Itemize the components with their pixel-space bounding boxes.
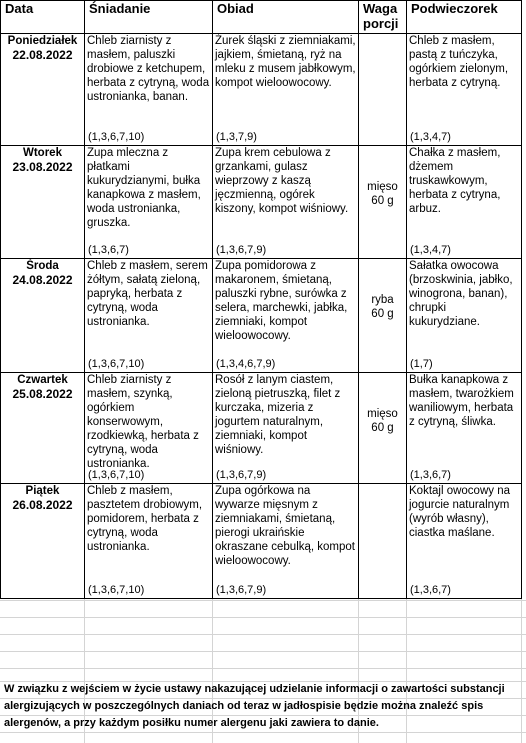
allergen-codes: (1,3,4,7) [410,244,451,256]
meal-text: Chałka z masłem, dżemem truskawkowym, herbata z cytryna, arbuz. [409,147,501,215]
portion-type: mięso [367,181,398,193]
meal-text: Chleb z masłem, pastą z tuńczyka, ogórkiem zielonym, herbata z cytryną. [409,35,509,89]
sniadanie-cell[interactable] [85,373,213,484]
podwieczorek-cell[interactable] [407,259,522,373]
grid-row-line [0,732,526,733]
day-date: 25.08.2022 [12,387,73,401]
day-date: 22.08.2022 [12,48,73,62]
podwieczorek-cell[interactable] [407,373,522,484]
day-cell[interactable] [1,259,85,373]
day-name: Środa [26,260,59,272]
day-name: Piątek [25,485,60,497]
grid-row-line [0,668,526,669]
day-name: Poniedziałek [7,35,78,47]
table-row [1,259,522,373]
allergen-codes: (1,3,6,7) [410,584,451,596]
meal-text: Chleb z masłem, serem żółtym, sałatą zieloną, papryką, herbata z cytryną, woda ustronianka. [87,260,208,328]
allergen-codes: (1,3,4,6,7,9) [216,358,276,370]
meal-text: Rosół z lanym ciastem, zieloną pietruszką, filet z kurczaka, mizeria z jogurtem naturalnym, ziemniaki, kompot wiśniowy. [215,374,341,456]
podwieczorek-cell[interactable] [407,146,522,259]
obiad-cell[interactable] [213,373,359,484]
header-waga-porcji[interactable]: Waga porcji [359,1,407,34]
sniadanie-cell[interactable] [85,484,213,599]
header-podwieczorek[interactable]: Podwieczorek [407,1,522,34]
portion-amount: 60 g [371,308,394,320]
portion-amount: 60 g [371,422,394,434]
allergen-codes: (1,3,7,9) [216,131,257,143]
sniadanie-cell[interactable] [85,259,213,373]
header-data[interactable]: Data [1,1,85,34]
allergen-codes: (1,3,6,7) [410,469,451,481]
allergen-codes: (1,3,6,7,9) [216,584,267,596]
meal-text: Sałatka owocowa (brzoskwinia, jabłko, winogrona, banan), chrupki kukurydziane. [409,260,513,328]
day-cell[interactable] [1,146,85,259]
table-row [1,484,522,599]
obiad-cell[interactable] [213,484,359,599]
meal-text: Chleb ziarnisty z masłem, paluszki drobiowe z ketchupem, herbata z cytryną, woda ustronianka, banan. [87,35,210,103]
waga-cell[interactable] [359,146,407,259]
meal-text: Bułka kanapkowa z masłem, twarożkiem waniliowym, herbata z cytryną, śliwka. [409,374,514,428]
podwieczorek-cell[interactable] [407,34,522,146]
day-date: 24.08.2022 [12,273,73,287]
grid-row-line [0,600,526,601]
allergen-codes: (1,3,6,7,9) [216,469,267,481]
waga-cell[interactable] [359,259,407,373]
obiad-cell[interactable] [213,259,359,373]
allergen-codes: (1,7) [410,358,433,370]
obiad-cell[interactable] [213,146,359,259]
obiad-cell[interactable] [213,34,359,146]
day-cell[interactable] [1,484,85,599]
header-row [1,1,522,34]
waga-cell[interactable] [359,34,407,146]
allergen-codes: (1,3,6,7,9) [216,244,267,256]
portion-amount: 60 g [371,195,394,207]
day-date: 23.08.2022 [12,160,73,174]
allergen-codes: (1,3,4,7) [410,131,451,143]
allergen-notice: W związku z wejściem w życie ustawy nakazującej udzielanie informacji o zawartości substancji alergizujących w poszczególnych daniach od teraz w jadłospisie będzie można znaleźć spis alergenów, a przy każdym posiłku numer alergenu jaki zawiera to danie. [4,683,505,729]
grid-row-line [0,651,526,652]
allergen-codes: (1,3,6,7,10) [88,131,145,143]
day-cell[interactable] [1,373,85,484]
meal-text: Chleb z masłem, pasztetem drobiowym, pomidorem, herbata z cytryną, woda ustronianka. [87,485,203,553]
header-sniadanie[interactable]: Śniadanie [85,1,213,34]
table-row [1,146,522,259]
grid-row-line [0,634,526,635]
table-row [1,373,522,484]
meal-text: Zupa mleczna z płatkami kukurydzianymi, bułka kanapkowa z masłem, woda ustronianka, gruszka. [87,147,201,229]
meal-text: Chleb ziarnisty z masłem, szynką, ogórkiem konserwowym, rzodkiewką, herbata z cytryną, woda ustronianka. [87,374,199,470]
allergen-codes: (1,3,6,7,10) [88,584,145,596]
day-name: Wtorek [23,147,62,159]
meal-text: Zupa pomidorowa z makaronem, śmietaną, paluszki rybne, surówka z selera, marchewki, jabłka, ziemniaki, kompot wieloowocowy. [215,260,348,342]
grid-row-line [0,617,526,618]
podwieczorek-cell[interactable] [407,484,522,599]
waga-cell[interactable] [359,373,407,484]
allergen-codes: (1,3,6,7) [88,244,129,256]
waga-cell[interactable] [359,484,407,599]
sniadanie-cell[interactable] [85,146,213,259]
header-obiad[interactable]: Obiad [213,1,359,34]
allergen-codes: (1,3,6,7,10) [88,358,145,370]
sniadanie-cell[interactable] [85,34,213,146]
day-cell[interactable] [1,34,85,146]
meal-text: Zupa krem cebulowa z grzankami, gulasz wieprzowy z kaszą jęczmienną, ogórek kiszony, kompot wiśniowy. [215,147,349,215]
meal-text: Koktajl owocowy na jogurcie naturalnym (wyrób własny), ciastka maślane. [409,485,510,539]
day-name: Czwartek [17,374,68,386]
meal-text: Zupa ogórkowa na wywarze mięsnym z ziemniakami, śmietaną, pierogi ukraińskie okraszane cebulką, kompot wieloowocowy. [215,485,355,567]
allergen-codes: (1,3,6,7,10) [88,469,145,481]
day-date: 26.08.2022 [12,498,73,512]
portion-type: mięso [367,408,398,420]
portion-type: ryba [371,294,394,306]
meal-text: Żurek śląski z ziemniakami, jajkiem, śmietaną, ryż na mleku z musem jabłkowym, kompot wieloowocowy. [215,35,356,89]
table-row [1,34,522,146]
